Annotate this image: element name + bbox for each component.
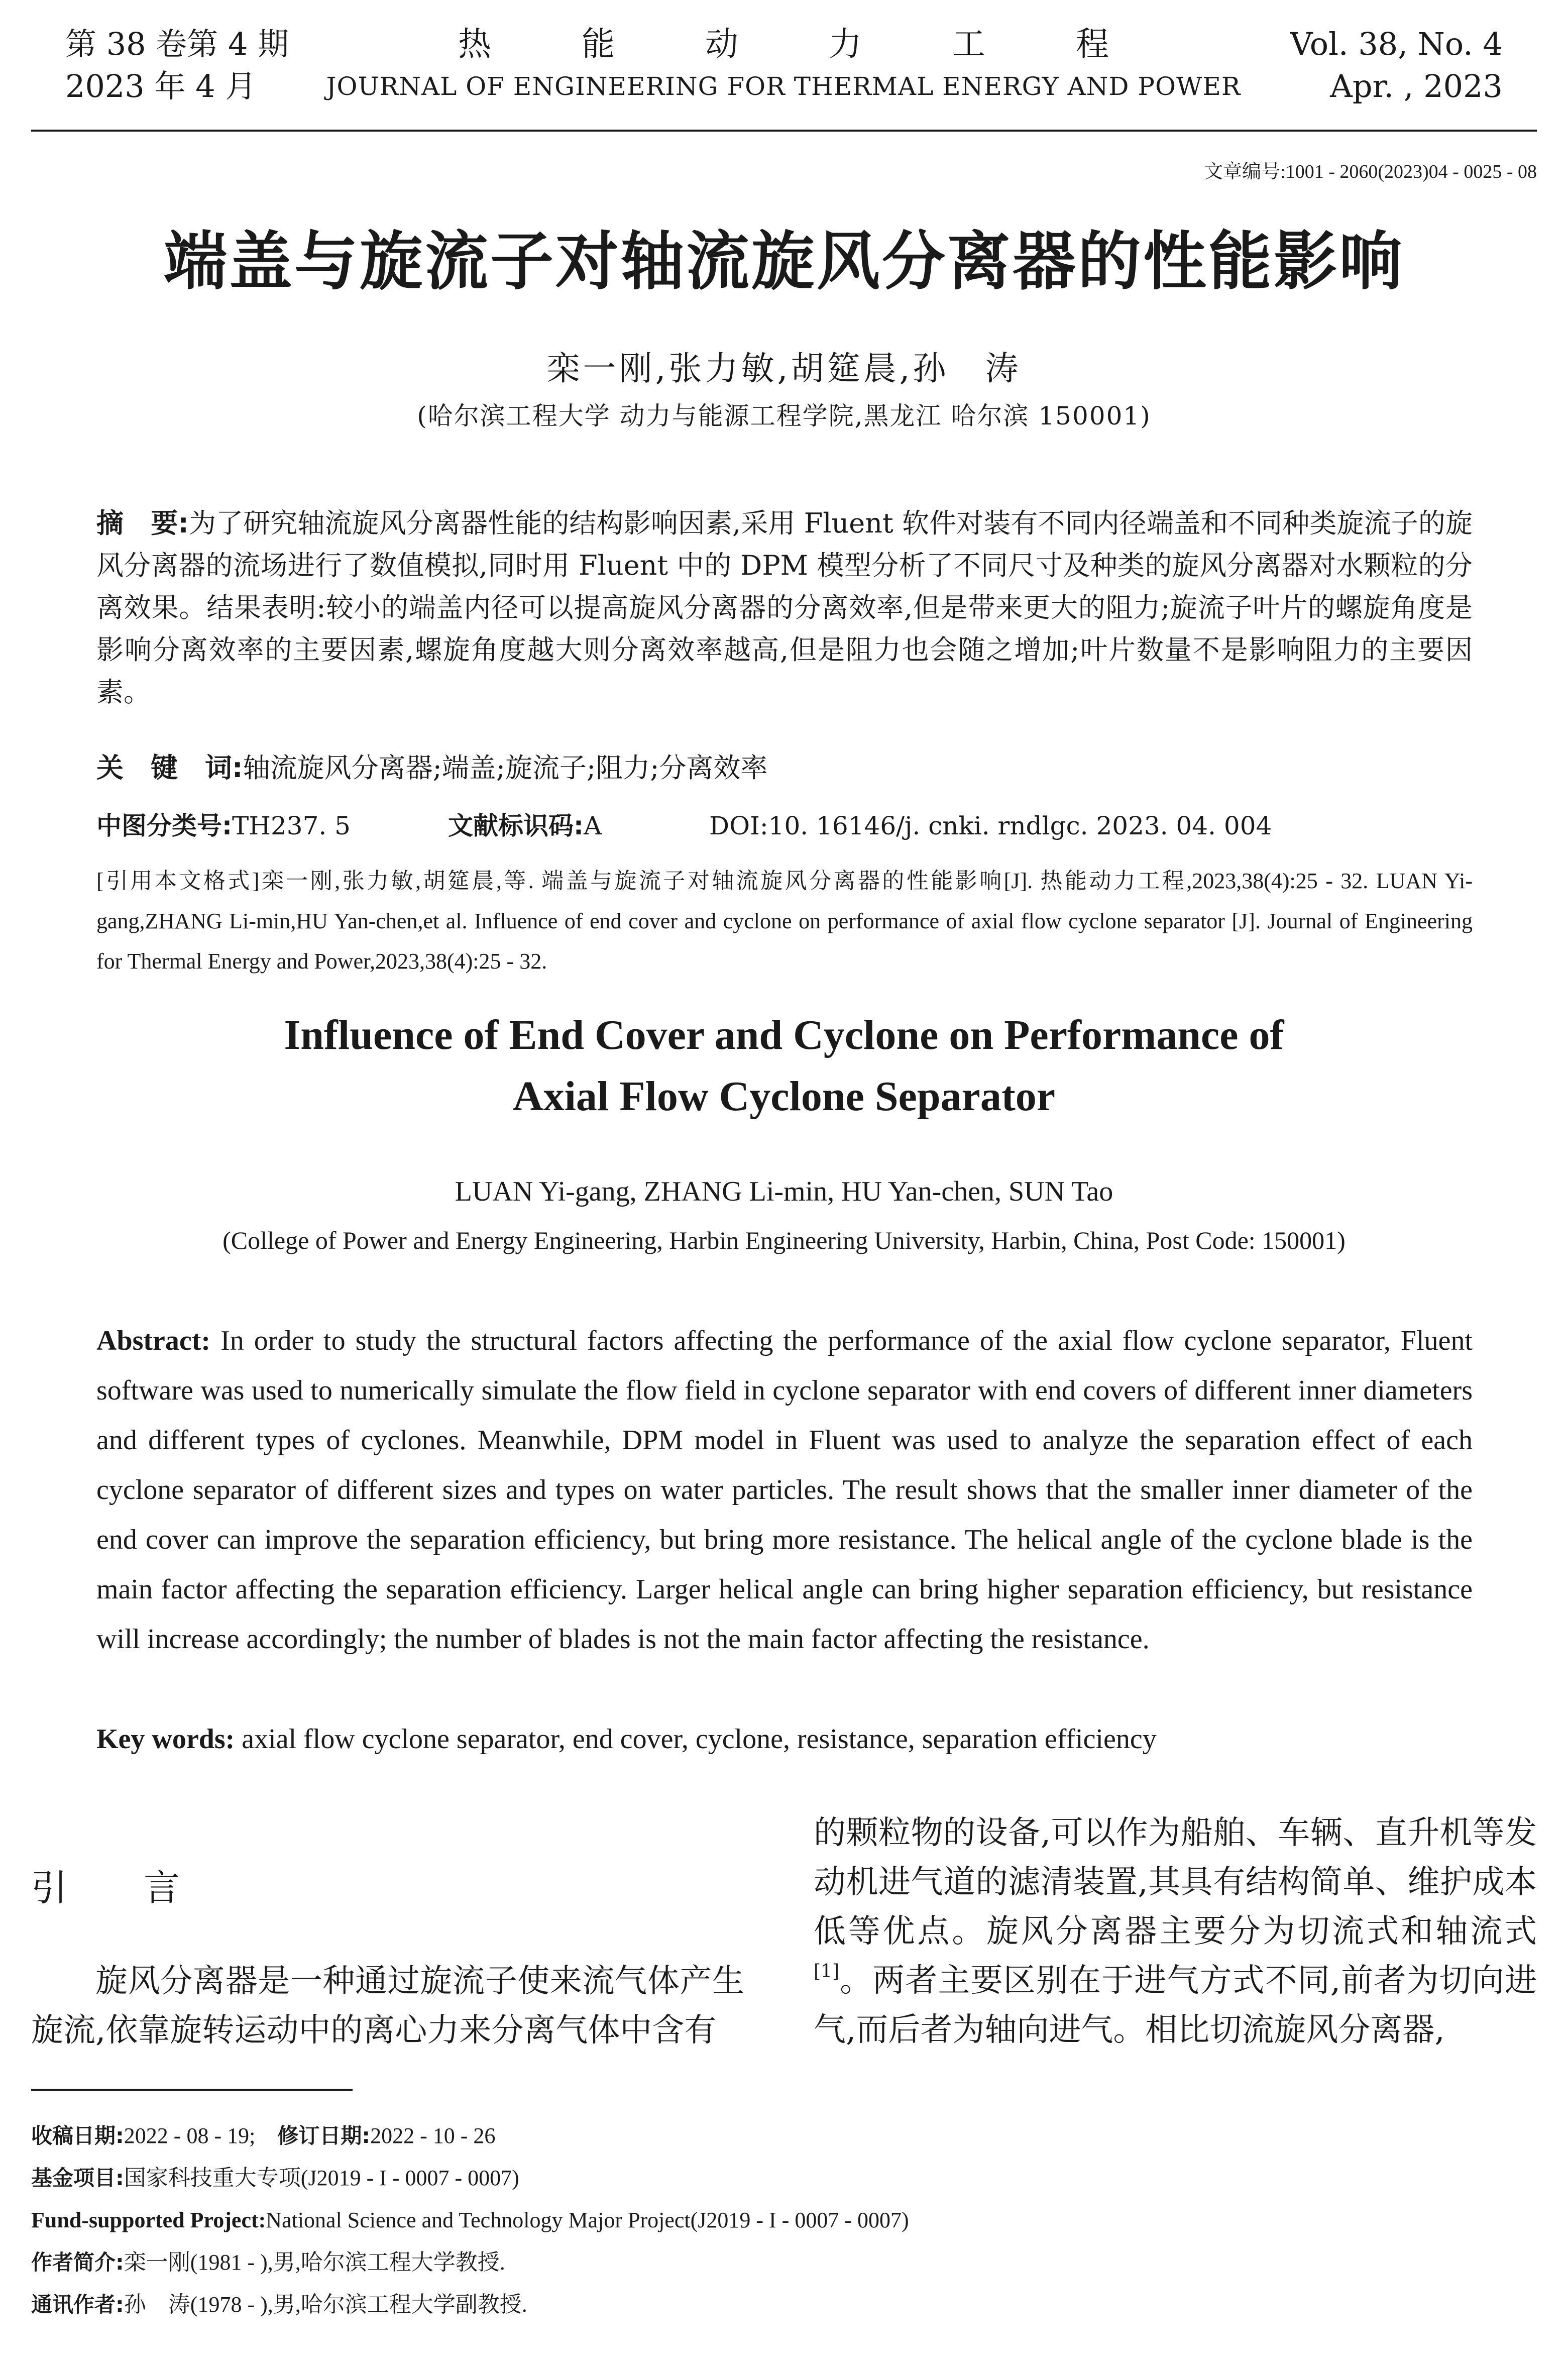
date-zh: 2023 年 4 月	[65, 68, 257, 104]
affiliation-zh: (哈尔滨工程大学 动力与能源工程学院,黑龙江 哈尔滨 150001)	[417, 401, 1151, 431]
received-label: 收稿日期:	[31, 2123, 124, 2148]
doc-code-value: A	[584, 811, 602, 840]
clc-value: TH237. 5	[232, 811, 351, 840]
title-en	[31, 1005, 1537, 1127]
abstract-zh	[96, 502, 1473, 713]
fund-text: 国家科技重大专项(J2019 - I - 0007 - 0007)	[124, 2166, 519, 2190]
keywords-zh-text: 轴流旋风分离器;端盖;旋流子;阻力;分离效率	[243, 752, 768, 784]
doc-code-label: 文献标识码:	[448, 811, 584, 840]
clc-label: 中图分类号:	[96, 811, 232, 840]
keywords-en-text: axial flow cyclone separator, end cover, cyclone, resistance, separation efficiency	[242, 1724, 1157, 1755]
keywords-en	[96, 1723, 1473, 1755]
abstract-en-label: Abstract:	[96, 1325, 211, 1356]
author-bio-text: 栾一刚(1981 - ),男,哈尔滨工程大学教授.	[124, 2250, 505, 2275]
section-heading-intro: 引 言	[31, 1867, 200, 1909]
author-bio-label: 作者简介:	[31, 2250, 124, 2275]
body-right-text-2: 。两者主要区别在于进气方式不同,前者为切向进气,而后者为轴向进气。相比切流旋风分离器,	[814, 1962, 1537, 2049]
body-column-right	[814, 1808, 1537, 2055]
volume-issue-en: Vol. 38, No. 4	[1290, 26, 1503, 62]
citation-format	[96, 861, 1473, 982]
footnote-corresponding	[31, 2284, 1537, 2326]
body-right-text-1: 的颗粒物的设备,可以作为船舶、车辆、直升机等发动机进气道的滤清装置,其具有结构简单、维护成本低等优点。旋风分离器主要分为切流式和轴流式	[814, 1814, 1537, 1950]
header-left	[65, 23, 289, 108]
journal-name-en: JOURNAL OF ENGINEERING FOR THERMAL ENERGY AND POWER	[326, 72, 1241, 101]
volume-issue-zh: 第 38 卷第 4 期	[65, 26, 289, 62]
body-column-left: 旋风分离器是一种通过旋流子使来流气体产生旋流,依靠旋转运动中的离心力来分离气体中含有	[31, 1963, 744, 2049]
date-en: Apr. , 2023	[1330, 68, 1503, 104]
revised-date: 2022 - 10 - 26	[370, 2123, 496, 2148]
abstract-en	[96, 1316, 1473, 1664]
header-center	[281, 23, 1286, 108]
keywords-zh-label: 关 键 词:	[96, 752, 243, 784]
title-en-line-2: Axial Flow Cyclone Separator	[512, 1073, 1056, 1120]
revised-label: 修订日期:	[277, 2123, 371, 2148]
corresponding-label: 通讯作者:	[31, 2292, 124, 2317]
footnote-author	[31, 2241, 1537, 2284]
citation-label: [引用本文格式]	[96, 869, 260, 893]
doi: DOI:10. 16146/j. cnki. rndlgc. 2023. 04. 004	[709, 811, 1272, 840]
fund-en-text: National Science and Technology Major Project(J2019 - I - 0007 - 0007)	[266, 2208, 909, 2232]
article-number: 文章编号:1001 - 2060(2023)04 - 0025 - 08	[1204, 161, 1537, 182]
fund-en-label: Fund-supported Project:	[31, 2208, 266, 2232]
footnote-fund	[31, 2157, 1537, 2199]
abstract-zh-text: 为了研究轴流旋风分离器性能的结构影响因素,采用 Fluent 软件对装有不同内径端盖和不同种类旋流子的旋风分离器的流场进行了数值模拟,同时用 Fluent 中的 DPM 模型分析了不同尺寸及种类的旋风分离器对水颗粒的分离效果。结果表明:较小的端盖内径可以提高旋风分离器的分离效率,但是带来更大的阻力;旋流子叶片的螺旋角度是影响分离效率的主要因素,螺旋角度越大则分离效率越高,但是阻力也会随之增加;叶片数量不是影响阻力的主要因素。	[96, 507, 1473, 708]
authors-en: LUAN Yi-gang, ZHANG Li-min, HU Yan-chen, SUN Tao	[455, 1176, 1113, 1207]
footnote-rule	[31, 2089, 353, 2091]
classification-row	[96, 806, 1473, 842]
affiliation-en: (College of Power and Energy Engineering, Harbin Engineering University, Harbin, China, Post Code: 150001)	[222, 1226, 1346, 1254]
abstract-zh-label: 摘 要:	[96, 507, 189, 539]
footnote-dates	[31, 2115, 1537, 2157]
footnote-fund-en	[31, 2199, 1537, 2241]
header-rule	[31, 130, 1537, 132]
keywords-zh	[96, 746, 767, 785]
fund-label: 基金项目:	[31, 2166, 124, 2190]
title-zh: 端盖与旋流子对轴流旋风分离器的性能影响	[164, 225, 1404, 298]
received-date: 2022 - 08 - 19;	[124, 2123, 256, 2148]
header-right	[1290, 23, 1503, 108]
footnotes	[31, 2115, 1537, 2326]
title-en-line-1: Influence of End Cover and Cyclone on Performance of	[284, 1012, 1284, 1058]
corresponding-text: 孙 涛(1978 - ),男,哈尔滨工程大学副教授.	[124, 2292, 527, 2317]
abstract-en-text: In order to study the structural factors affecting the performance of the axial flow cyclone separator, Fluent software was used to numerically simulate the flow field in cyclone separator with end covers of different inner diameters and different types of cyclones. Meanwhile, DPM model in Fluent was used to analyze the separation effect of each cyclone separator of different sizes and types on water particles. The result shows that the smaller inner diameter of the end cover can improve the separation efficiency, but bring more resistance. The helical angle of the cyclone blade is the main factor affecting the separation efficiency. Larger helical angle can bring higher separation efficiency, but resistance will increase accordingly; the number of blades is not the main factor affecting the resistance.	[96, 1325, 1473, 1655]
keywords-en-label: Key words:	[96, 1724, 235, 1755]
citation-text: 栾一刚,张力敏,胡筵晨,等. 端盖与旋流子对轴流旋风分离器的性能影响[J]. 热能动力工程,2023,38(4):25 - 32. LUAN Yi-gang,ZHANG Li-min,HU Yan-chen,et al. Influence of end cover and cyclone on performance of axial flow cyclone separator [J]. Journal of Engineering for Thermal Energy and Power,2023,38(4):25 - 32.	[96, 869, 1473, 974]
journal-name-zh: 热能动力工程	[458, 25, 1199, 63]
reference-marker: [1]	[814, 1961, 839, 1982]
authors-zh: 栾一刚,张力敏,胡筵晨,孙 涛	[546, 349, 1022, 388]
